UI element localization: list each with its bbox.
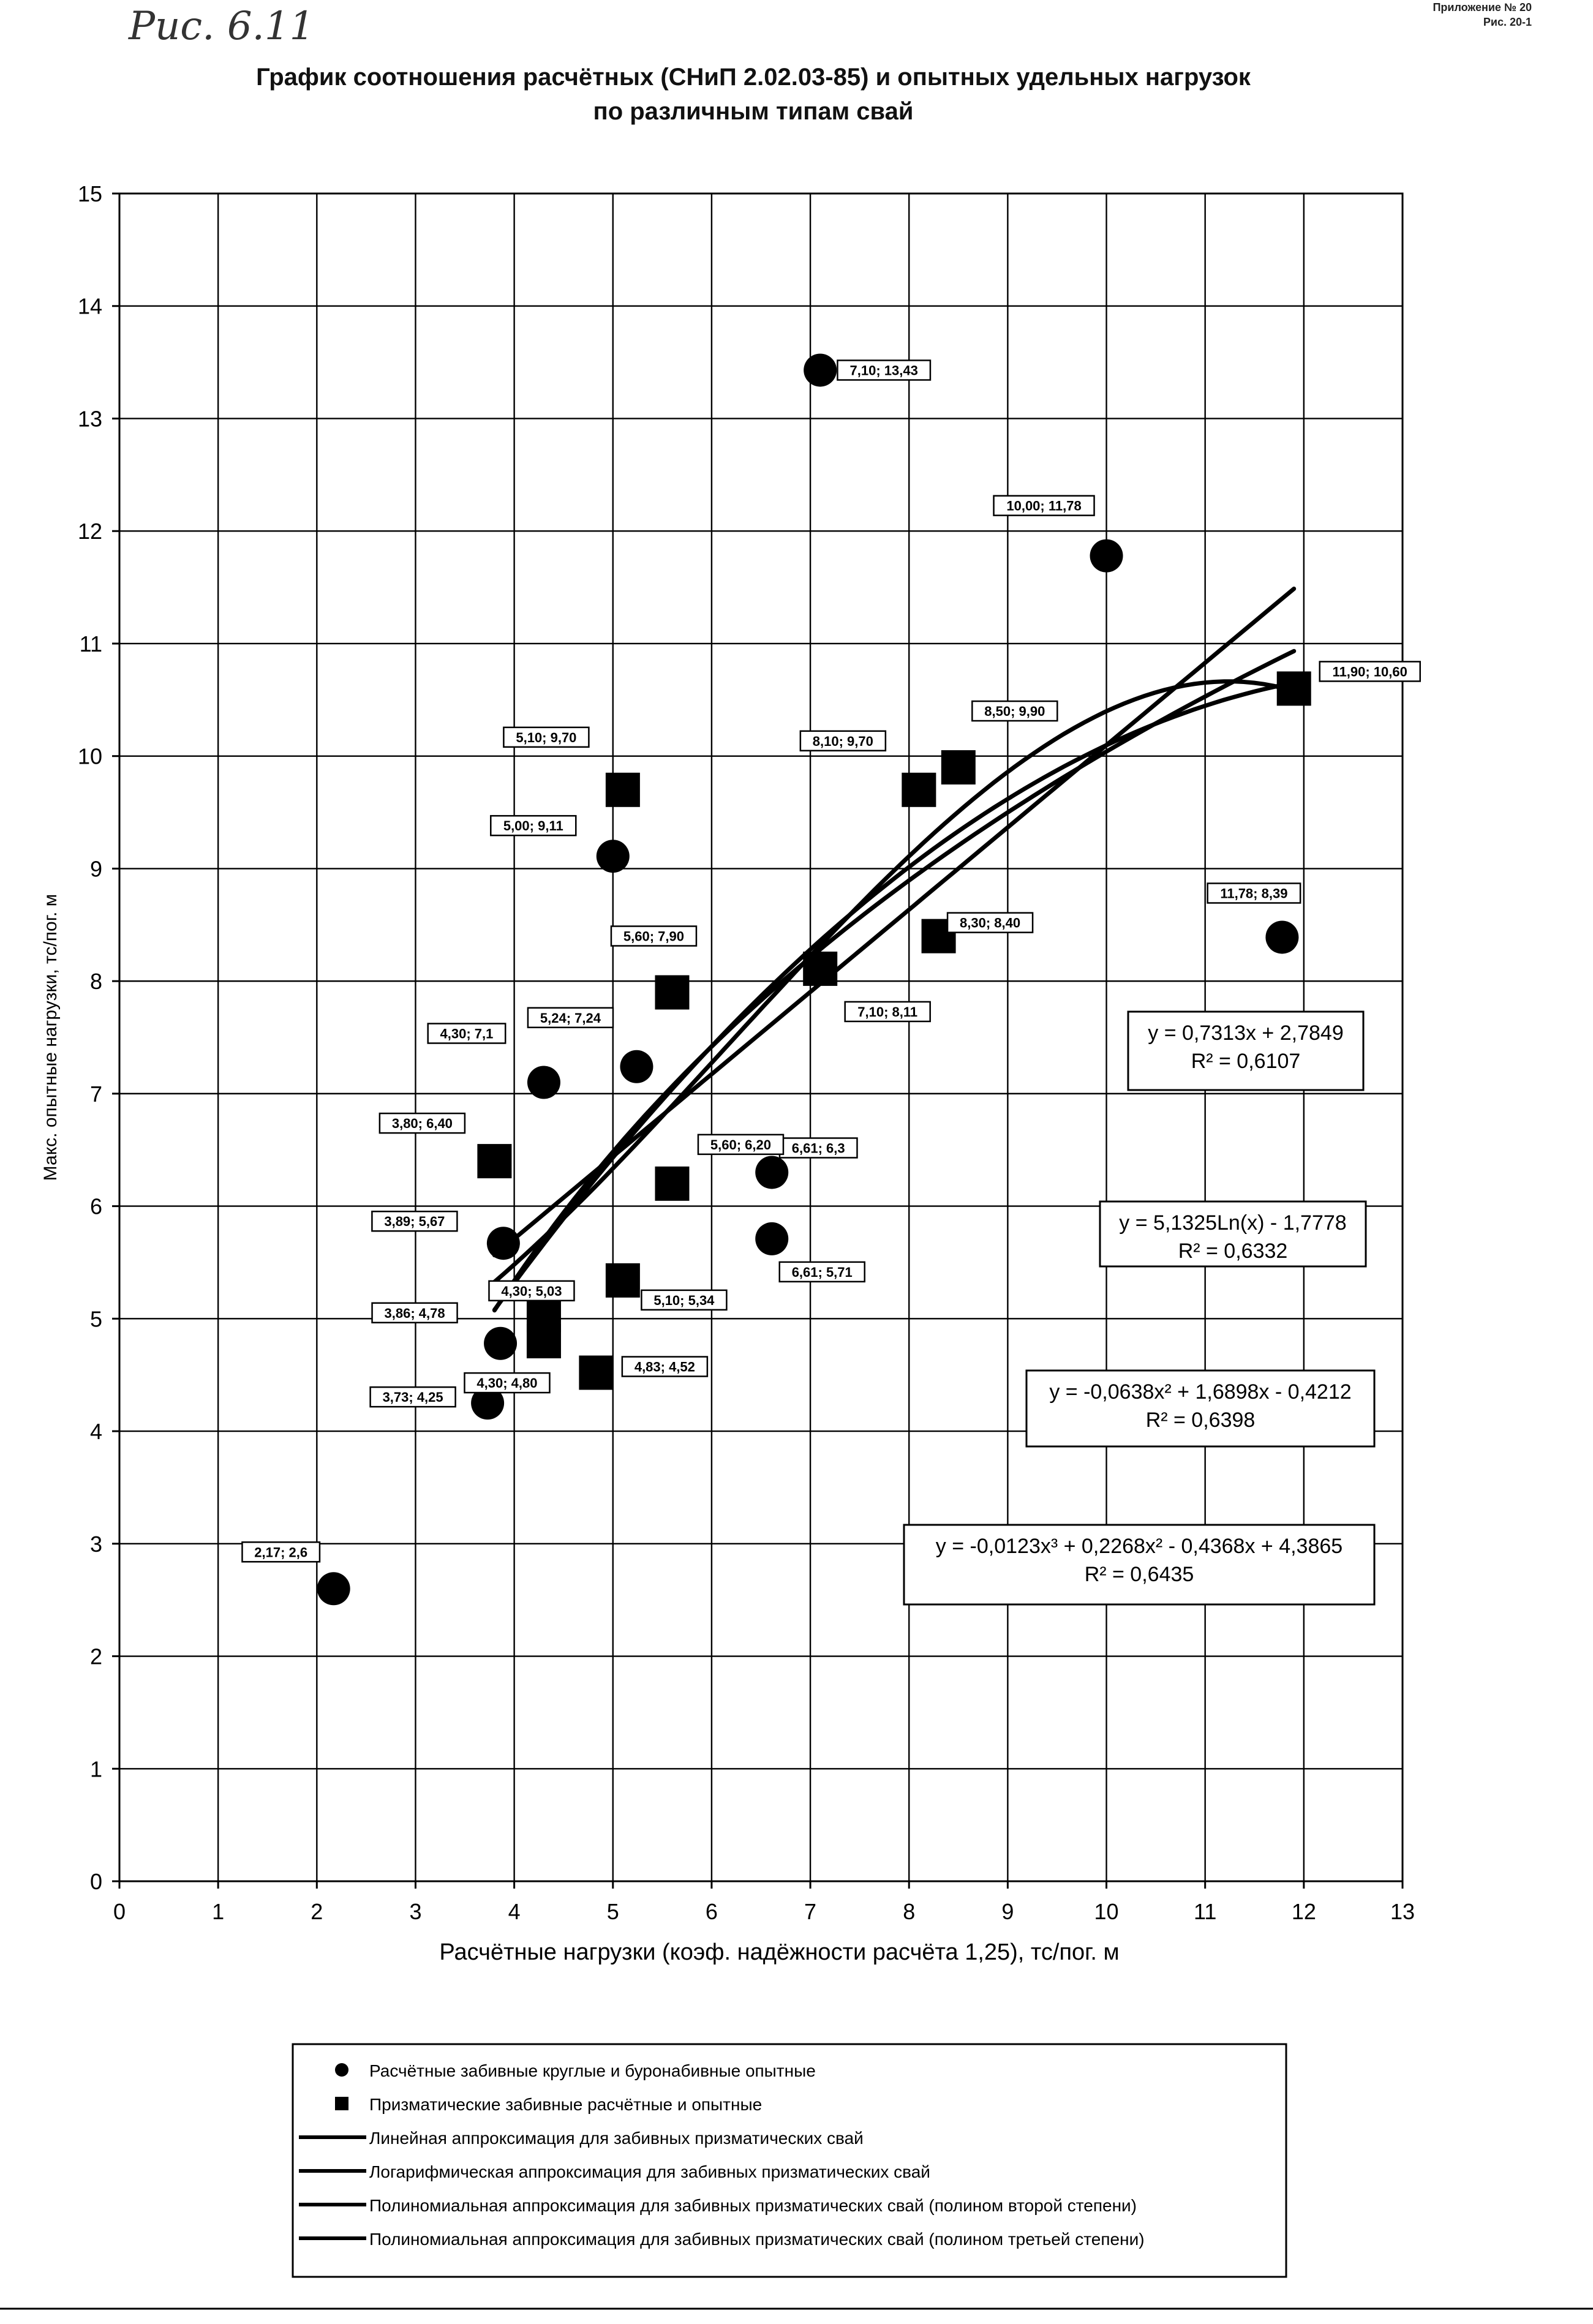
point-prismatic-pile bbox=[902, 773, 936, 807]
point-prismatic-pile bbox=[477, 1144, 511, 1178]
y-tick-label: 15 bbox=[77, 181, 102, 206]
data-label-text: 5,60; 6,20 bbox=[710, 1137, 772, 1153]
x-tick-label: 7 bbox=[804, 1899, 817, 1924]
point-round-pile bbox=[317, 1572, 350, 1605]
equation-box-poly2 bbox=[1026, 1371, 1374, 1446]
data-label-text: 5,60; 7,90 bbox=[623, 928, 685, 944]
data-label-text: 3,86; 4,78 bbox=[384, 1305, 445, 1321]
legend-marker-circle bbox=[335, 2063, 348, 2077]
point-round-pile bbox=[755, 1156, 788, 1189]
point-round-pile bbox=[527, 1066, 560, 1099]
legend-entry: Призматические забивные расчётные и опытные bbox=[369, 2095, 763, 2114]
y-tick-label: 14 bbox=[77, 293, 102, 319]
point-round-pile bbox=[1090, 540, 1123, 573]
y-tick-label: 8 bbox=[89, 969, 102, 995]
data-label-text: 3,80; 6,40 bbox=[391, 1116, 453, 1132]
data-label bbox=[780, 1262, 865, 1282]
data-label-text: 8,50; 9,90 bbox=[984, 704, 1045, 720]
equation-text: y = -0,0638x² + 1,6898x - 0,4212 bbox=[1049, 1380, 1352, 1404]
equation-box-poly3 bbox=[904, 1525, 1374, 1604]
x-tick-label: 1 bbox=[212, 1899, 225, 1924]
point-prismatic-pile bbox=[655, 1167, 689, 1201]
y-tick-label: 7 bbox=[89, 1081, 102, 1107]
corner-stamp-line1: Приложение № 20 bbox=[1433, 1, 1532, 13]
data-label bbox=[503, 728, 589, 747]
data-label-text: 5,00; 9,11 bbox=[503, 818, 563, 834]
x-tick-label: 8 bbox=[903, 1899, 916, 1924]
data-label-text: 4,30; 7,1 bbox=[440, 1026, 494, 1042]
data-label-text: 3,89; 5,67 bbox=[384, 1214, 445, 1230]
data-label-text: 10,00; 11,78 bbox=[1006, 498, 1082, 514]
data-label-text: 3,73; 4,25 bbox=[382, 1390, 443, 1405]
y-axis-title: Макс. опытные нагрузки, тс/пог. м bbox=[40, 893, 61, 1181]
data-label bbox=[380, 1113, 465, 1133]
legend-entry: Линейная аппроксимация для забивных призматических свай bbox=[369, 2129, 864, 2148]
x-tick-label: 10 bbox=[1094, 1899, 1119, 1924]
y-tick-label: 10 bbox=[77, 743, 102, 769]
y-tick-label: 12 bbox=[77, 519, 102, 544]
legend-entry: Полиномиальная аппроксимация для забивных призматических свай (полином второй степени) bbox=[369, 2196, 1137, 2215]
point-round-pile bbox=[597, 840, 630, 873]
point-prismatic-pile bbox=[527, 1324, 561, 1358]
data-label bbox=[372, 1303, 458, 1323]
data-label bbox=[622, 1357, 707, 1377]
y-tick-label: 1 bbox=[89, 1756, 102, 1782]
equation-box-linear bbox=[1128, 1012, 1363, 1090]
legend-entry: Полиномиальная аппроксимация для забивных призматических свай (полином третьей степени) bbox=[369, 2230, 1145, 2249]
handwritten-note: Рис. 6.11 bbox=[129, 4, 315, 49]
data-label bbox=[372, 1211, 457, 1231]
point-round-pile bbox=[620, 1050, 653, 1083]
data-label bbox=[464, 1373, 549, 1393]
chart-title-line1: График соотношения расчётных (СНиП 2.02.03-85) и опытных удельных нагрузок bbox=[256, 64, 1251, 91]
data-label-text: 11,78; 8,39 bbox=[1220, 886, 1288, 901]
x-tick-label: 2 bbox=[311, 1899, 323, 1924]
data-label-text: 2,17; 2,6 bbox=[254, 1544, 308, 1560]
equation-text: y = 5,1325Ln(x) - 1,7778 bbox=[1119, 1211, 1347, 1235]
point-round-pile bbox=[804, 353, 837, 386]
legend-entry: Расчётные забивные круглые и буронабивные опытные bbox=[369, 2061, 816, 2080]
corner-stamp-line2: Рис. 20-1 bbox=[1483, 16, 1532, 28]
point-prismatic-pile bbox=[803, 952, 837, 986]
equation-box-log bbox=[1100, 1201, 1366, 1266]
data-label-text: 8,10; 9,70 bbox=[812, 733, 873, 749]
x-tick-label: 6 bbox=[705, 1899, 718, 1924]
y-tick-label: 0 bbox=[89, 1869, 102, 1894]
point-prismatic-pile bbox=[655, 976, 689, 1010]
data-label-text: 5,10; 9,70 bbox=[516, 729, 577, 745]
r-squared-text: R² = 0,6107 bbox=[1191, 1050, 1301, 1073]
data-label bbox=[800, 731, 886, 751]
x-tick-label: 13 bbox=[1390, 1899, 1415, 1924]
point-prismatic-pile bbox=[1277, 671, 1311, 705]
point-prismatic-pile bbox=[941, 750, 976, 784]
data-label-text: 4,30; 5,03 bbox=[501, 1283, 562, 1299]
data-label bbox=[428, 1023, 506, 1043]
data-label bbox=[641, 1290, 726, 1310]
point-round-pile bbox=[487, 1227, 520, 1260]
x-tick-label: 9 bbox=[1001, 1899, 1014, 1924]
x-tick-label: 12 bbox=[1291, 1899, 1316, 1924]
legend-marker-square bbox=[335, 2097, 348, 2110]
legend bbox=[293, 2044, 1286, 2277]
r-squared-text: R² = 0,6398 bbox=[1145, 1408, 1256, 1432]
data-label-text: 6,61; 5,71 bbox=[791, 1264, 853, 1280]
point-round-pile bbox=[484, 1327, 517, 1360]
data-label-text: 4,83; 4,52 bbox=[634, 1359, 695, 1375]
data-label bbox=[611, 927, 696, 946]
point-prismatic-pile bbox=[606, 1263, 640, 1298]
x-tick-label: 0 bbox=[113, 1899, 126, 1924]
y-tick-label: 9 bbox=[89, 856, 102, 882]
point-round-pile bbox=[1265, 920, 1298, 953]
y-tick-label: 3 bbox=[89, 1531, 102, 1557]
x-tick-label: 11 bbox=[1194, 1899, 1217, 1924]
data-label-text: 5,10; 5,34 bbox=[653, 1292, 715, 1308]
data-label-text: 7,10; 13,43 bbox=[849, 363, 918, 378]
x-axis-title: Расчётные нагрузки (коэф. надёжности расчёта 1,25), тс/пог. м bbox=[439, 1939, 1120, 1965]
data-label bbox=[837, 360, 930, 380]
data-label-text: 5,24; 7,24 bbox=[540, 1010, 601, 1026]
chart-title-line2: по различным типам свай bbox=[593, 98, 914, 125]
y-tick-label: 6 bbox=[89, 1194, 102, 1219]
data-label bbox=[528, 1008, 613, 1028]
data-label-text: 8,30; 8,40 bbox=[960, 915, 1021, 931]
data-label bbox=[780, 1138, 857, 1157]
data-label-text: 7,10; 8,11 bbox=[857, 1004, 918, 1020]
data-label bbox=[242, 1542, 320, 1562]
x-tick-label: 4 bbox=[508, 1899, 521, 1924]
y-tick-label: 2 bbox=[89, 1644, 102, 1669]
data-label bbox=[1208, 883, 1301, 903]
point-prismatic-pile bbox=[579, 1356, 613, 1390]
point-prismatic-pile bbox=[606, 773, 640, 807]
data-label-text: 4,30; 4,80 bbox=[476, 1375, 538, 1391]
r-squared-text: R² = 0,6332 bbox=[1178, 1239, 1288, 1263]
equation-text: y = 0,7313x + 2,7849 bbox=[1148, 1021, 1344, 1045]
data-label bbox=[1320, 661, 1420, 681]
data-label bbox=[994, 496, 1094, 516]
legend-entry: Логарифмическая аппроксимация для забивных призматических свай bbox=[369, 2162, 930, 2181]
data-label bbox=[845, 1002, 930, 1021]
data-label bbox=[491, 816, 576, 835]
y-tick-label: 5 bbox=[89, 1306, 102, 1332]
data-label bbox=[947, 913, 1033, 933]
x-tick-label: 5 bbox=[606, 1899, 619, 1924]
point-round-pile bbox=[755, 1222, 788, 1255]
x-tick-label: 3 bbox=[409, 1899, 422, 1924]
data-label bbox=[489, 1281, 574, 1301]
data-label bbox=[698, 1135, 783, 1154]
r-squared-text: R² = 0,6435 bbox=[1084, 1563, 1194, 1586]
data-label-text: 11,90; 10,60 bbox=[1332, 664, 1407, 680]
equation-text: y = -0,0123x³ + 0,2268x² - 0,4368x + 4,3865 bbox=[935, 1535, 1343, 1558]
y-tick-label: 11 bbox=[79, 631, 102, 656]
data-label bbox=[371, 1387, 456, 1407]
y-tick-label: 4 bbox=[89, 1419, 102, 1445]
y-tick-label: 13 bbox=[77, 406, 102, 432]
data-label bbox=[972, 701, 1057, 721]
data-label-text: 6,61; 6,3 bbox=[791, 1140, 845, 1156]
